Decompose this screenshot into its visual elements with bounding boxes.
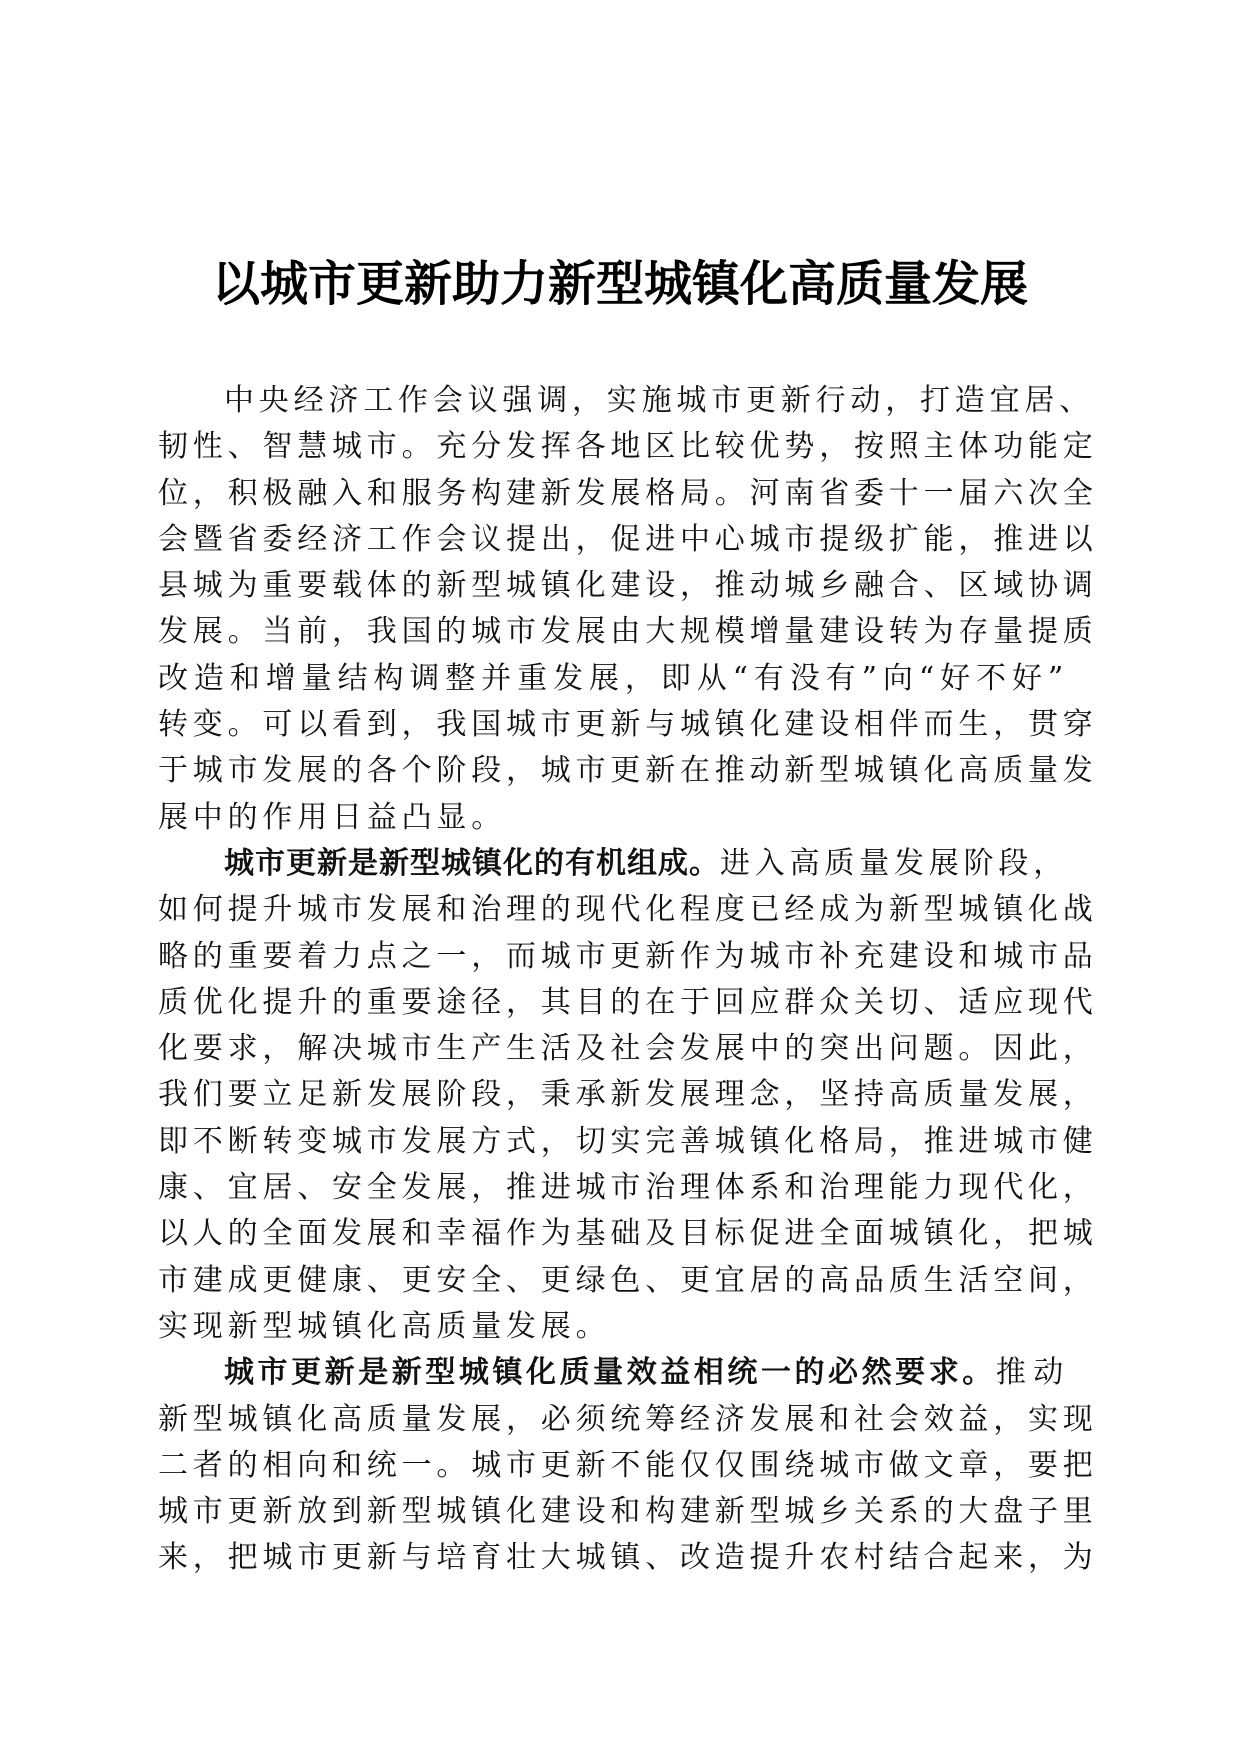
paragraph-line: 发展。当前，我国的城市发展由大规模增量建设转为存量提质 bbox=[158, 614, 1098, 650]
paragraph-first-line bbox=[158, 841, 1068, 887]
paragraph-2 bbox=[158, 841, 1098, 1350]
paragraph-line: 城市更新放到新型城镇化建设和构建新型城乡关系的大盘子里 bbox=[158, 1494, 1098, 1530]
paragraph-line: 韧性、智慧城市。充分发挥各地区比较优势，按照主体功能定 bbox=[158, 429, 1098, 465]
paragraph-line-text: 推动 bbox=[995, 1355, 1069, 1391]
paragraph-line: 市建成更健康、更安全、更绿色、更宜居的高品质生活空间， bbox=[158, 1262, 1098, 1298]
paragraph-lead-in: 城市更新是新型城镇化质量效益相统一的必然要求。 bbox=[224, 1355, 996, 1391]
paragraph-line: 即不断转变城市发展方式，切实完善城镇化格局，推进城市健 bbox=[158, 1123, 1098, 1159]
paragraph-line: 如何提升城市发展和治理的现代化程度已经成为新型城镇化战 bbox=[158, 892, 1098, 928]
paragraph-line: 县城为重要载体的新型城镇化建设，推动城乡融合、区域协调 bbox=[158, 568, 1098, 604]
paragraph-line: 于城市发展的各个阶段，城市更新在推动新型城镇化高质量发 bbox=[158, 753, 1098, 789]
paragraph-line: 实现新型城镇化高质量发展。 bbox=[158, 1308, 611, 1344]
paragraph-1 bbox=[158, 378, 1098, 841]
paragraph-line: 化要求，解决城市生产生活及社会发展中的突出问题。因此， bbox=[158, 1031, 1098, 1067]
paragraph-line: 我们要立足新发展阶段，秉承新发展理念，坚持高质量发展， bbox=[158, 1077, 1098, 1113]
paragraph-line: 二者的相向和统一。城市更新不能仅仅围绕城市做文章，要把 bbox=[158, 1447, 1098, 1483]
paragraph-line: 新型城镇化高质量发展，必须统筹经济发展和社会效益，实现 bbox=[158, 1401, 1098, 1437]
paragraph-line: 质优化提升的重要途径，其目的在于回应群众关切、适应现代 bbox=[158, 984, 1098, 1020]
paragraph-line: 中央经济工作会议强调，实施城市更新行动，打造宜居、 bbox=[224, 383, 1094, 418]
paragraph-lead-in: 城市更新是新型城镇化的有机组成。 bbox=[224, 845, 720, 881]
paragraph-line: 改造和增量结构调整并重发展，即从“有没有”向“好不好” bbox=[158, 660, 1068, 696]
paragraph-line: 展中的作用日益凸显。 bbox=[158, 799, 506, 835]
paragraph-line: 来，把城市更新与培育壮大城镇、改造提升农村结合起来，为 bbox=[158, 1540, 1098, 1576]
document-title: 以城市更新助力新型城镇化高质量发展 bbox=[211, 256, 1028, 312]
paragraph-line: 以人的全面发展和幸福作为基础及目标促进全面城镇化，把城 bbox=[158, 1216, 1098, 1252]
paragraph-line: 会暨省委经济工作会议提出，促进中心城市提级扩能，推进以 bbox=[158, 521, 1098, 557]
paragraph-line: 康、宜居、安全发展，推进城市治理体系和治理能力现代化， bbox=[158, 1170, 1098, 1206]
paragraph-3 bbox=[158, 1350, 1098, 1581]
paragraph-line: 转变。可以看到，我国城市更新与城镇化建设相伴而生，贯穿 bbox=[158, 707, 1098, 743]
paragraph-line: 略的重要着力点之一，而城市更新作为城市补充建设和城市品 bbox=[158, 938, 1098, 974]
paragraph-line: 位，积极融入和服务构建新发展格局。河南省委十一届六次全 bbox=[158, 475, 1098, 511]
document-body bbox=[158, 378, 1098, 1582]
paragraph-line-text: 进入高质量发展阶段， bbox=[720, 845, 1068, 881]
paragraph-first-line bbox=[158, 1350, 1068, 1396]
